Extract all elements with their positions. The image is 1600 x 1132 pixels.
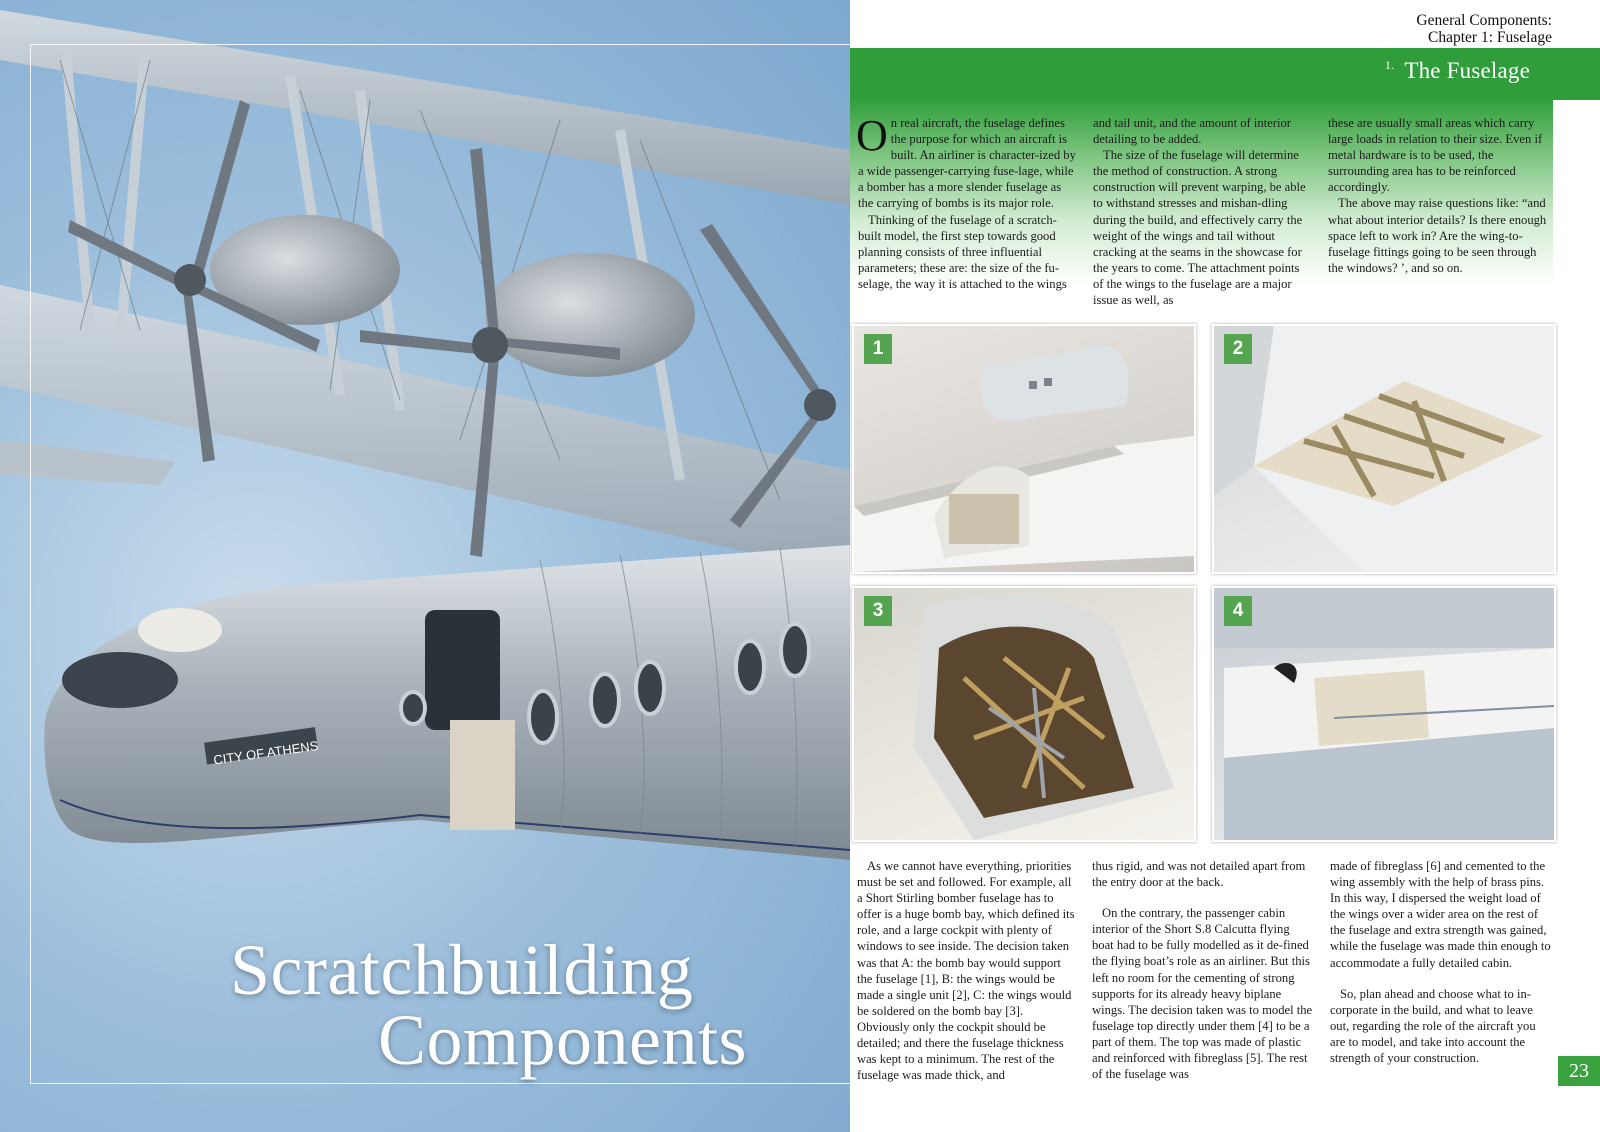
body-paragraph-3: On the contrary, the passenger cabin interior of the Short S.8 Calcutta flying boat had to be fully modelled as it de-fined the flying boat’s role as an airliner. But this left no room for the cementing of strong supports for its already heavy biplane wings. The decision taken was to model the fuselage top directly under them [4] to be a part of them. The top was made of plastic and reinforced with fibreglass [5]. The rest of the fuselage was xyxy=(1092,906,1313,1082)
photo-badge-3: 3 xyxy=(864,596,892,626)
photo-4 xyxy=(1212,586,1556,842)
photo-4-image xyxy=(1214,588,1554,840)
feature-title-line-2: Components xyxy=(378,1000,748,1080)
band-gap xyxy=(1553,100,1600,330)
photo-1-image xyxy=(854,326,1194,572)
feature-title xyxy=(230,930,748,1080)
drop-cap: O xyxy=(856,111,888,160)
section-number: 1. xyxy=(1384,58,1395,73)
chapter-line-1: General Components: xyxy=(1416,12,1552,29)
body-paragraph-2: thus rigid, and was not detailed apart from the entry door at the back. xyxy=(1092,859,1306,890)
feature-title-line-1: Scratchbuilding xyxy=(230,930,694,1010)
photo-3 xyxy=(852,586,1196,842)
photo-badge-2: 2 xyxy=(1224,334,1252,364)
intro-paragraph-5: these are usually small areas which carry large loads in relation to their size. Even if metal hardware is to be used, the surrounding area has to be reinforced accordingly. xyxy=(1328,116,1543,195)
intro-paragraph-4: The size of the fuselage will determine the method of construction. A strong construction will prevent warping, be able to withstand stresses and mishan-dling during the build, and effectively carry the weight of the wings and tail without cracking at the seams in the showcase for the years to come. The attachment points of the wings to the fuselage are a major issue as well, as xyxy=(1093,148,1306,308)
text-column-1 xyxy=(856,111,1076,292)
text-column-4 xyxy=(857,858,1077,1083)
intro-paragraph-3: and tail unit, and the amount of interior detailing to be added. xyxy=(1093,116,1291,147)
intro-paragraph-2: Thinking of the fuselage of a scratch-built model, the first step towards good planning consists of three influential parameters; these are: the size of the fu-selage, the way it is attached to the wings xyxy=(858,212,1067,291)
body-paragraph-1: As we cannot have everything, priorities must be set and followed. For example, all a Short Stirling bomber fuselage has to offer is a huge bomb bay, which defined its role, and a large cockpit with plenty of windows to see inside. The decision taken was that A: the bomb bay would support the fuselage [1], B: the wings would be made a single unit [2], C: the wings would be soldered on the bomb bay [3]. Obviously only the cockpit should be detailed; and there the fuselage thickness was kept to a minimum. The rest of the fuselage was made thick, and xyxy=(857,859,1075,1083)
body-paragraph-5: So, plan ahead and choose what to in-corporate in the build, and what to leave out, regarding the role of the aircraft you are to model, and take into account the strength of your construction. xyxy=(1330,986,1536,1066)
section-title xyxy=(1385,58,1530,84)
text-column-2 xyxy=(1093,115,1311,308)
intro-paragraph-1-text: n real aircraft, the fuselage defines the purpose for which an aircraft is built. An airliner is character-ized by a wide passenger-carrying fuse-lage, while a bomber has a more slender fuselage as the carrying of bombs is its major role. xyxy=(858,116,1076,211)
page-number: 23 xyxy=(1558,1056,1600,1086)
chapter-heading xyxy=(1416,12,1552,46)
photo-2-image xyxy=(1214,326,1554,572)
photo-badge-4: 4 xyxy=(1224,596,1252,626)
text-column-6 xyxy=(1330,858,1552,1066)
chapter-line-2: Chapter 1: Fuselage xyxy=(1428,29,1552,46)
photo-badge-1: 1 xyxy=(864,334,892,364)
text-column-3 xyxy=(1328,115,1548,276)
photo-2 xyxy=(1212,324,1556,574)
photo-1 xyxy=(852,324,1196,574)
section-title-text: The Fuselage xyxy=(1404,58,1530,83)
intro-paragraph-6: The above may raise questions like: “and what about interior details? Is there enough space left to work in? Are the wing-to-fuselage fittings going to be seen through the windows? ’, and so on. xyxy=(1328,196,1547,275)
body-paragraph-4: made of fibreglass [6] and cemented to the wing assembly with the help of brass pins. In this way, I dispersed the weight load of the wings over a wider area on the rest of the fuselage and extra strength was gained, while the fuselage was made thin enough to accommodate a fully detailed cabin. xyxy=(1330,859,1551,970)
text-column-5 xyxy=(1092,858,1314,1082)
hero-name-plate-text: CITY OF ATHENS xyxy=(212,737,320,768)
photo-3-image xyxy=(854,588,1194,840)
intro-paragraph-1 xyxy=(856,111,1076,212)
